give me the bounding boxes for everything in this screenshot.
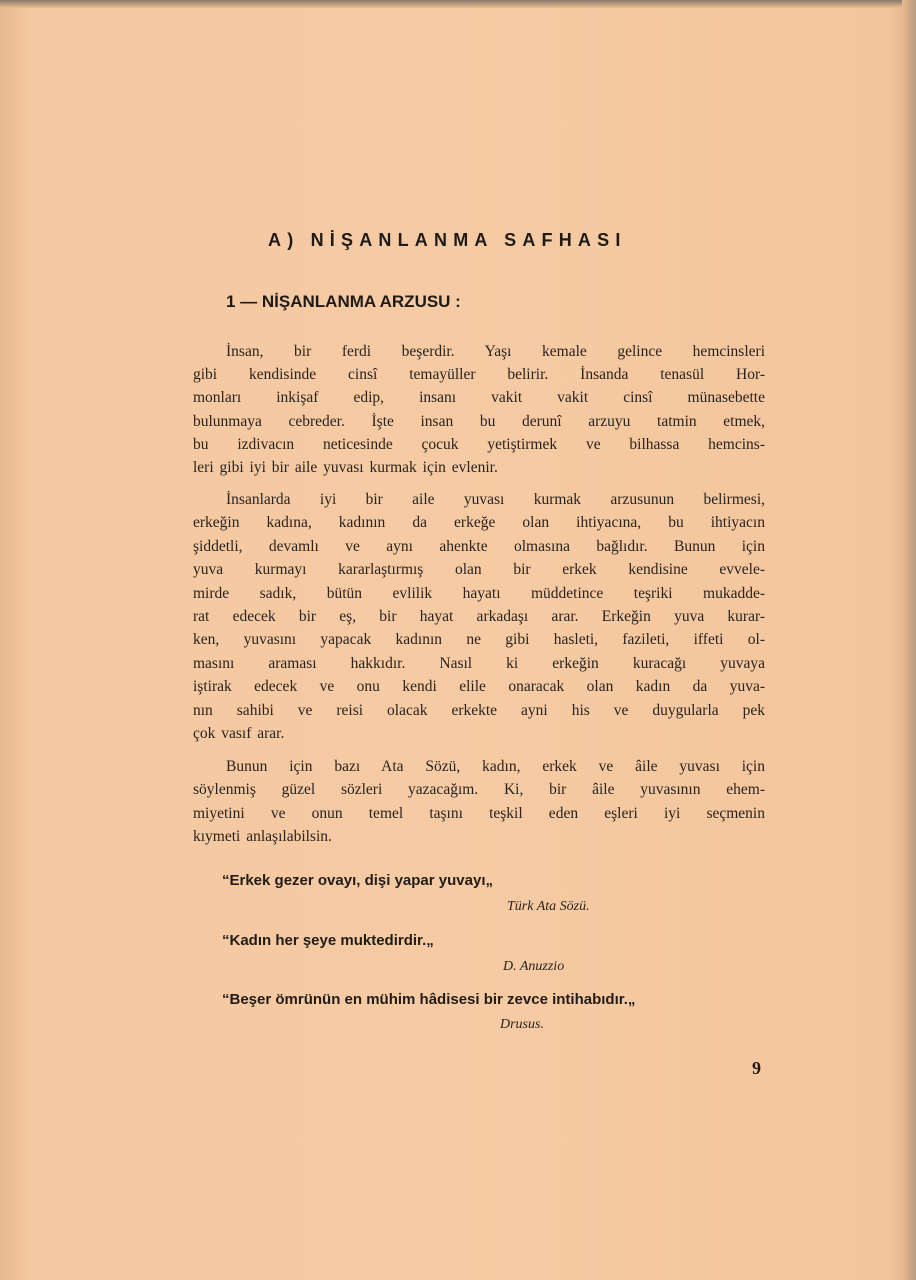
page-number: 9 <box>752 1058 761 1078</box>
text-line: söylenmiş güzel sözleri yazacağım. Ki, bir âile yuvasının ehem- <box>193 781 765 799</box>
text-line: rat edecek bir eş, bir hayat arkadaşı arar. Erkeğin yuva kurar- <box>193 608 765 625</box>
quote-2: “Kadın her şeye muktedirdir.„ <box>222 932 434 949</box>
text-line: bulunmaya cebreder. İşte insan bu derunî arzuyu tatmin etmek, <box>193 412 765 430</box>
text-line: kıymeti anlaşılabilsin. <box>193 828 332 846</box>
section-heading: A) NİŞANLANMA SAFHASI <box>268 230 627 250</box>
text-line: monları inkişaf edip, insanı vakit vakit cinsî münasebette <box>193 389 765 407</box>
quote-3: “Beşer ömrünün en mühim hâdisesi bir zevce intihabıdır.„ <box>222 991 636 1008</box>
text-line: şiddetli, devamlı ve aynı ahenkte olmasına bağlıdır. Bunun için <box>193 537 765 555</box>
text-line: yuva kurmayı kararlaştırmış olan bir erkek kendisine evvele- <box>193 561 765 579</box>
subsection-heading: 1 — NİŞANLANMA ARZUSU : <box>226 292 461 311</box>
quote-2-author: D. Anuzzio <box>503 959 565 974</box>
text-line: leri gibi iyi bir aile yuvası kurmak için evlenir. <box>193 459 498 476</box>
text-line: bu izdivacın neticesinde çocuk yetiştirmek ve bilhassa hemcins- <box>193 435 765 453</box>
text-line: ken, yuvasını yapacak kadının ne gibi hasleti, fazileti, iffeti ol- <box>193 631 765 649</box>
quote-3-author: Drusus. <box>500 1017 544 1032</box>
text-line: İnsan, bir ferdi beşerdir. Yaşı kemale gelince hemcinsleri <box>226 343 765 360</box>
text-line: miyetini ve onun temel taşını teşkil eden eşleri iyi seçmenin <box>193 804 765 822</box>
text-line: çok vasıf arar. <box>193 725 285 742</box>
text-line: mirde sadık, bütün evlilik hayatı müddetince teşriki mukadde- <box>193 584 765 602</box>
text-line: nın sahibi ve reisi olacak erkekte ayni his ve duygularla pek <box>193 701 765 719</box>
quote-1-author: Türk Ata Sözü. <box>507 899 590 914</box>
text-line: İnsanlarda iyi bir aile yuvası kurmak arzusunun belirmesi, <box>226 491 765 508</box>
text-line: Bunun için bazı Ata Sözü, kadın, erkek ve âile yuvası için <box>226 758 765 775</box>
page-top-edge <box>0 0 916 8</box>
quote-1: “Erkek gezer ovayı, dişi yapar yuvayı„ <box>222 872 493 889</box>
text-line: masını araması hakkıdır. Nasıl ki erkeğin kuracağı yuvaya <box>193 654 765 672</box>
text-line: iştirak edecek ve onu kendi elile onaracak olan kadın da yuva- <box>193 678 765 696</box>
page-right-edge <box>902 0 916 1280</box>
text-line: gibi kendisinde cinsî temayüller belirir. İnsanda tenasül Hor- <box>193 366 765 384</box>
text-line: erkeğin kadına, kadının da erkeğe olan ihtiyacına, bu ihtiyacın <box>193 514 765 532</box>
